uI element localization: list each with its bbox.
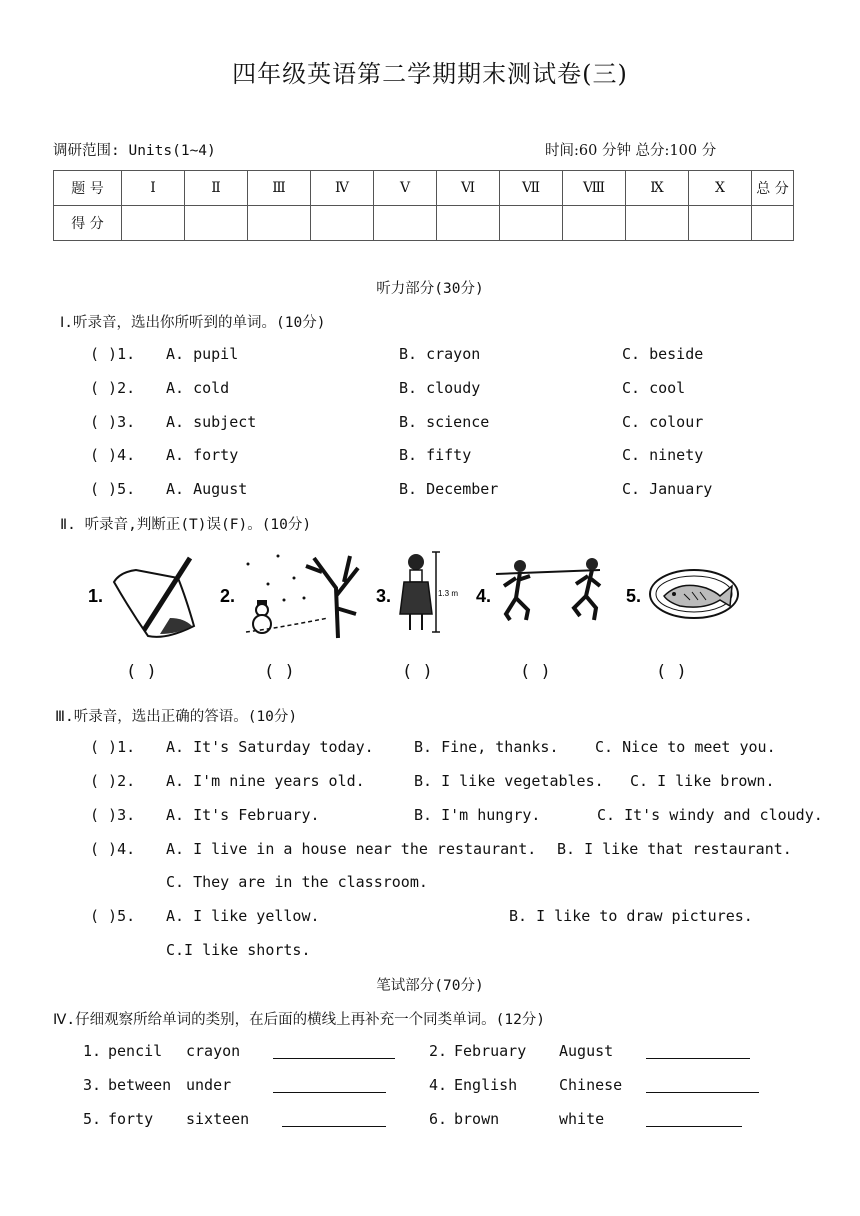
sec4-word: February <box>454 1042 527 1060</box>
sec1-option-c: C. colour <box>622 413 704 431</box>
svg-text:4.: 4. <box>476 586 492 606</box>
sec3-option-c: C. They are in the classroom. <box>166 873 428 891</box>
sec1-num[interactable]: ( )1. <box>90 345 136 363</box>
written-section-title: 笔试部分(70分) <box>376 978 484 994</box>
svg-text:3.: 3. <box>376 586 392 606</box>
score-table <box>53 170 794 241</box>
table-cell: Ⅸ <box>626 171 689 206</box>
fish-plate-icon <box>624 548 744 644</box>
sec4-num: 3. <box>83 1076 102 1094</box>
sec1-num[interactable]: ( )5. <box>90 480 136 498</box>
svg-text:1.3 m: 1.3 m <box>438 589 459 598</box>
sec1-num[interactable]: ( )4. <box>90 446 136 464</box>
score-cell[interactable] <box>374 206 437 241</box>
score-cell[interactable] <box>185 206 248 241</box>
answer-blank[interactable] <box>646 1126 742 1127</box>
sec4-word: under <box>186 1076 232 1094</box>
section-2-title: Ⅱ. 听录音,判断正(T)误(F)。(10分) <box>60 517 312 533</box>
sec3-option-a: A. It's Saturday today. <box>166 738 374 756</box>
picture-4 <box>474 548 610 648</box>
sec1-option-a: A. cold <box>166 379 230 397</box>
sec4-num: 1. <box>83 1042 102 1060</box>
time-score-text: 时间:60 分钟 总分:100 分 <box>545 143 717 159</box>
sec1-option-b: B. fifty <box>399 446 472 464</box>
sec3-option-b: B. Fine, thanks. <box>414 738 559 756</box>
score-table-score-row <box>54 206 794 241</box>
sec1-num[interactable]: ( )3. <box>90 413 136 431</box>
sec1-option-a: A. pupil <box>166 345 239 363</box>
page-title: 四年级英语第二学期期末测试卷(三) <box>232 60 628 88</box>
sec4-word: August <box>559 1042 614 1060</box>
sec3-num[interactable]: ( )5. <box>90 907 136 925</box>
score-cell[interactable] <box>689 206 752 241</box>
sec1-option-a: A. subject <box>166 413 257 431</box>
sec3-option-b: B. I like vegetables. <box>414 772 604 790</box>
answer-paren[interactable]: ( ) <box>656 662 687 682</box>
sec1-num[interactable]: ( )2. <box>90 379 136 397</box>
sec4-word: Chinese <box>559 1076 623 1094</box>
sec3-option-c: C. Nice to meet you. <box>595 738 776 756</box>
sec1-option-b: B. science <box>399 413 490 431</box>
sec3-option-a: A. I like yellow. <box>166 907 320 925</box>
table-cell: Ⅴ <box>374 171 437 206</box>
sec3-option-a: A. I live in a house near the restaurant. <box>166 840 537 858</box>
paper-pencil-icon <box>86 548 206 644</box>
sec3-option-c: C.I like shorts. <box>166 941 311 959</box>
girl-height-icon <box>374 548 470 644</box>
table-cell: Ⅵ <box>437 171 500 206</box>
answer-blank[interactable] <box>646 1058 750 1059</box>
listening-section-title: 听力部分(30分) <box>376 281 484 297</box>
section-1-title: Ⅰ.听录音，选出你所听到的单词。(10分) <box>60 315 326 331</box>
sec4-num: 4. <box>429 1076 448 1094</box>
svg-text:2.: 2. <box>220 586 236 606</box>
score-cell[interactable] <box>122 206 185 241</box>
sec1-option-c: C. January <box>622 480 713 498</box>
table-cell: Ⅳ <box>311 171 374 206</box>
sec1-option-c: C. cool <box>622 379 686 397</box>
sec3-option-c: C. It's windy and cloudy. <box>597 806 823 824</box>
sec1-option-a: A. forty <box>166 446 239 464</box>
sec1-option-b: B. December <box>399 480 499 498</box>
sec3-num[interactable]: ( )4. <box>90 840 136 858</box>
table-cell: 得 分 <box>54 206 122 241</box>
sec4-word: crayon <box>186 1042 241 1060</box>
answer-blank[interactable] <box>646 1092 759 1093</box>
sec4-word: pencil <box>108 1042 163 1060</box>
sec4-num: 6. <box>429 1110 448 1128</box>
answer-paren[interactable]: ( ) <box>264 662 295 682</box>
sec4-word: brown <box>454 1110 500 1128</box>
table-cell: 总 分 <box>752 171 794 206</box>
table-cell: Ⅹ <box>689 171 752 206</box>
sec1-option-a: A. August <box>166 480 248 498</box>
score-cell[interactable] <box>626 206 689 241</box>
snowman-tree-icon <box>218 548 364 644</box>
sec4-num: 2. <box>429 1042 448 1060</box>
score-cell[interactable] <box>437 206 500 241</box>
sec3-option-b: B. I like that restaurant. <box>557 840 792 858</box>
scope-text: 调研范围: Units(1~4) <box>53 143 216 159</box>
score-cell[interactable] <box>752 206 794 241</box>
table-cell: Ⅶ <box>500 171 563 206</box>
answer-blank[interactable] <box>273 1092 386 1093</box>
sec3-option-b: B. I like to draw pictures. <box>509 907 753 925</box>
sec3-option-c: C. I like brown. <box>630 772 775 790</box>
sec3-option-a: A. It's February. <box>166 806 320 824</box>
sec3-option-b: B. I'm hungry. <box>414 806 541 824</box>
answer-paren[interactable]: ( ) <box>402 662 433 682</box>
answer-paren[interactable]: ( ) <box>520 662 551 682</box>
sec1-option-c: C. ninety <box>622 446 704 464</box>
sec3-num[interactable]: ( )3. <box>90 806 136 824</box>
score-cell[interactable] <box>311 206 374 241</box>
picture-3 <box>374 548 470 648</box>
table-cell: Ⅲ <box>248 171 311 206</box>
section-3-title: Ⅲ.听录音，选出正确的答语。(10分) <box>55 709 298 725</box>
sec4-word: sixteen <box>186 1110 250 1128</box>
answer-paren[interactable]: ( ) <box>126 662 157 682</box>
table-cell: Ⅷ <box>563 171 626 206</box>
score-cell[interactable] <box>500 206 563 241</box>
score-cell[interactable] <box>563 206 626 241</box>
sec3-option-a: A. I'm nine years old. <box>166 772 365 790</box>
answer-blank[interactable] <box>282 1126 386 1127</box>
picture-5 <box>624 548 744 648</box>
svg-text:5.: 5. <box>626 586 642 606</box>
section-4-title: Ⅳ.仔细观察所给单词的类别，在后面的横线上再补充一个同类单词。(12分) <box>53 1012 546 1028</box>
sec1-option-b: B. crayon <box>399 345 481 363</box>
sec4-word: forty <box>108 1110 154 1128</box>
table-cell: Ⅰ <box>122 171 185 206</box>
sec1-option-c: C. beside <box>622 345 704 363</box>
answer-blank[interactable] <box>273 1058 395 1059</box>
sec3-num[interactable]: ( )2. <box>90 772 136 790</box>
svg-text:1.: 1. <box>88 586 104 606</box>
running-boys-icon <box>474 548 610 644</box>
sec4-num: 5. <box>83 1110 102 1128</box>
table-cell: Ⅱ <box>185 171 248 206</box>
picture-1 <box>86 548 206 648</box>
sec4-word: English <box>454 1076 518 1094</box>
sec4-word: white <box>559 1110 605 1128</box>
table-cell: 题 号 <box>54 171 122 206</box>
score-table-header-row <box>54 171 794 206</box>
sec4-word: between <box>108 1076 172 1094</box>
picture-2 <box>218 548 364 648</box>
sec3-num[interactable]: ( )1. <box>90 738 136 756</box>
sec1-option-b: B. cloudy <box>399 379 481 397</box>
score-cell[interactable] <box>248 206 311 241</box>
